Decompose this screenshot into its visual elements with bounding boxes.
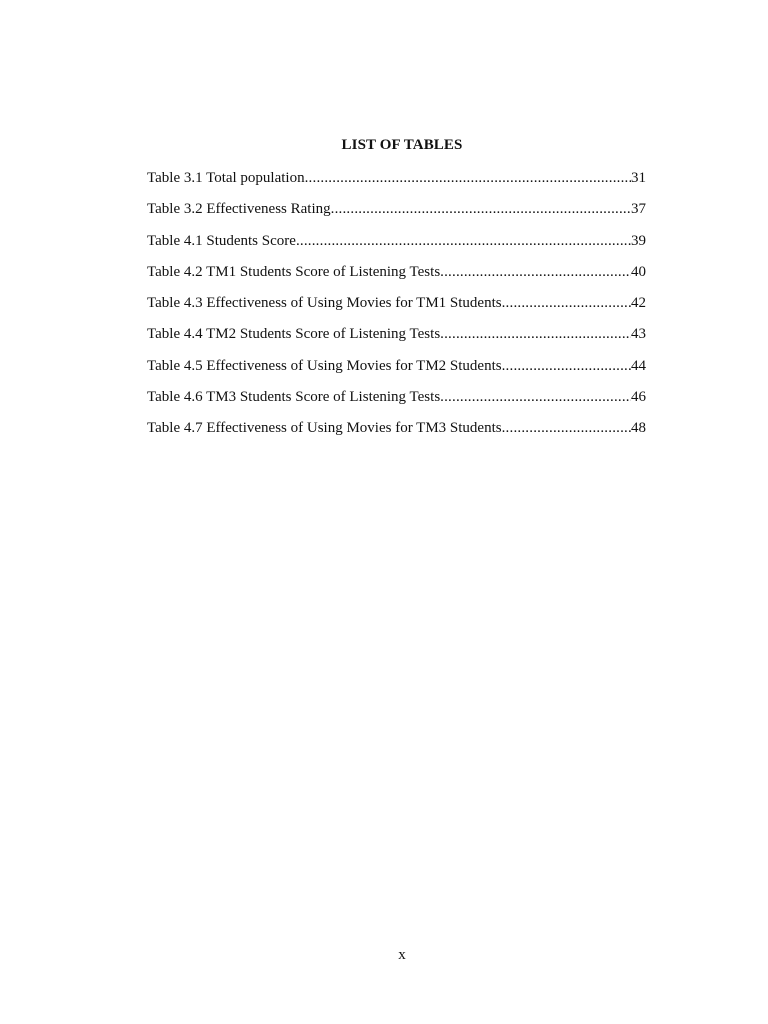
toc-entry-page: 39 <box>631 232 646 249</box>
toc-entry-page: 43 <box>631 326 646 343</box>
toc-entry-label: Table 4.5 Effectiveness of Using Movies for TM2 Students <box>147 357 502 374</box>
toc-entry-page: 48 <box>631 420 646 437</box>
page-title: LIST OF TABLES <box>341 137 463 153</box>
toc-entry-page: 44 <box>631 357 646 374</box>
toc-entry-page: 31 <box>631 170 646 186</box>
toc-entry-page: 40 <box>631 263 646 280</box>
toc-entry[interactable] <box>147 231 646 262</box>
dot-leader <box>440 324 631 344</box>
toc-entry-label: Table 4.6 TM3 Students Score of Listening Tests <box>147 389 441 406</box>
dot-leader <box>331 199 631 219</box>
toc-entry[interactable] <box>147 418 646 449</box>
toc-entry[interactable] <box>147 262 646 293</box>
toc-entry[interactable] <box>147 324 646 355</box>
dot-leader <box>296 231 631 251</box>
toc-entry-page: 42 <box>631 295 646 312</box>
toc-entry-label: Table 4.2 TM1 Students Score of Listening Tests <box>147 263 441 280</box>
dot-leader <box>502 356 631 376</box>
list-of-tables <box>147 168 646 450</box>
toc-entry[interactable] <box>147 199 646 230</box>
toc-entry[interactable] <box>147 356 646 387</box>
toc-entry-label: Table 4.1 Students Score <box>147 232 296 249</box>
toc-entry-label: Table 4.7 Effectiveness of Using Movies for TM3 Students <box>147 420 502 437</box>
dot-leader <box>440 262 631 282</box>
page-number: x <box>398 947 406 963</box>
toc-entry[interactable] <box>147 168 646 199</box>
toc-entry-label: Table 4.4 TM2 Students Score of Listening Tests <box>147 326 441 343</box>
toc-entry-page: 46 <box>631 389 646 406</box>
toc-entry[interactable] <box>147 293 646 324</box>
dot-leader <box>305 168 631 188</box>
dot-leader <box>502 293 631 313</box>
dot-leader <box>440 387 631 407</box>
toc-entry-page: 37 <box>631 201 646 218</box>
toc-entry[interactable] <box>147 387 646 418</box>
toc-entry-label: Table 4.3 Effectiveness of Using Movies for TM1 Students <box>147 295 502 312</box>
dot-leader <box>502 418 631 438</box>
toc-entry-label: Table 3.1 Total population <box>147 170 305 186</box>
toc-entry-label: Table 3.2 Effectiveness Rating <box>147 201 331 218</box>
